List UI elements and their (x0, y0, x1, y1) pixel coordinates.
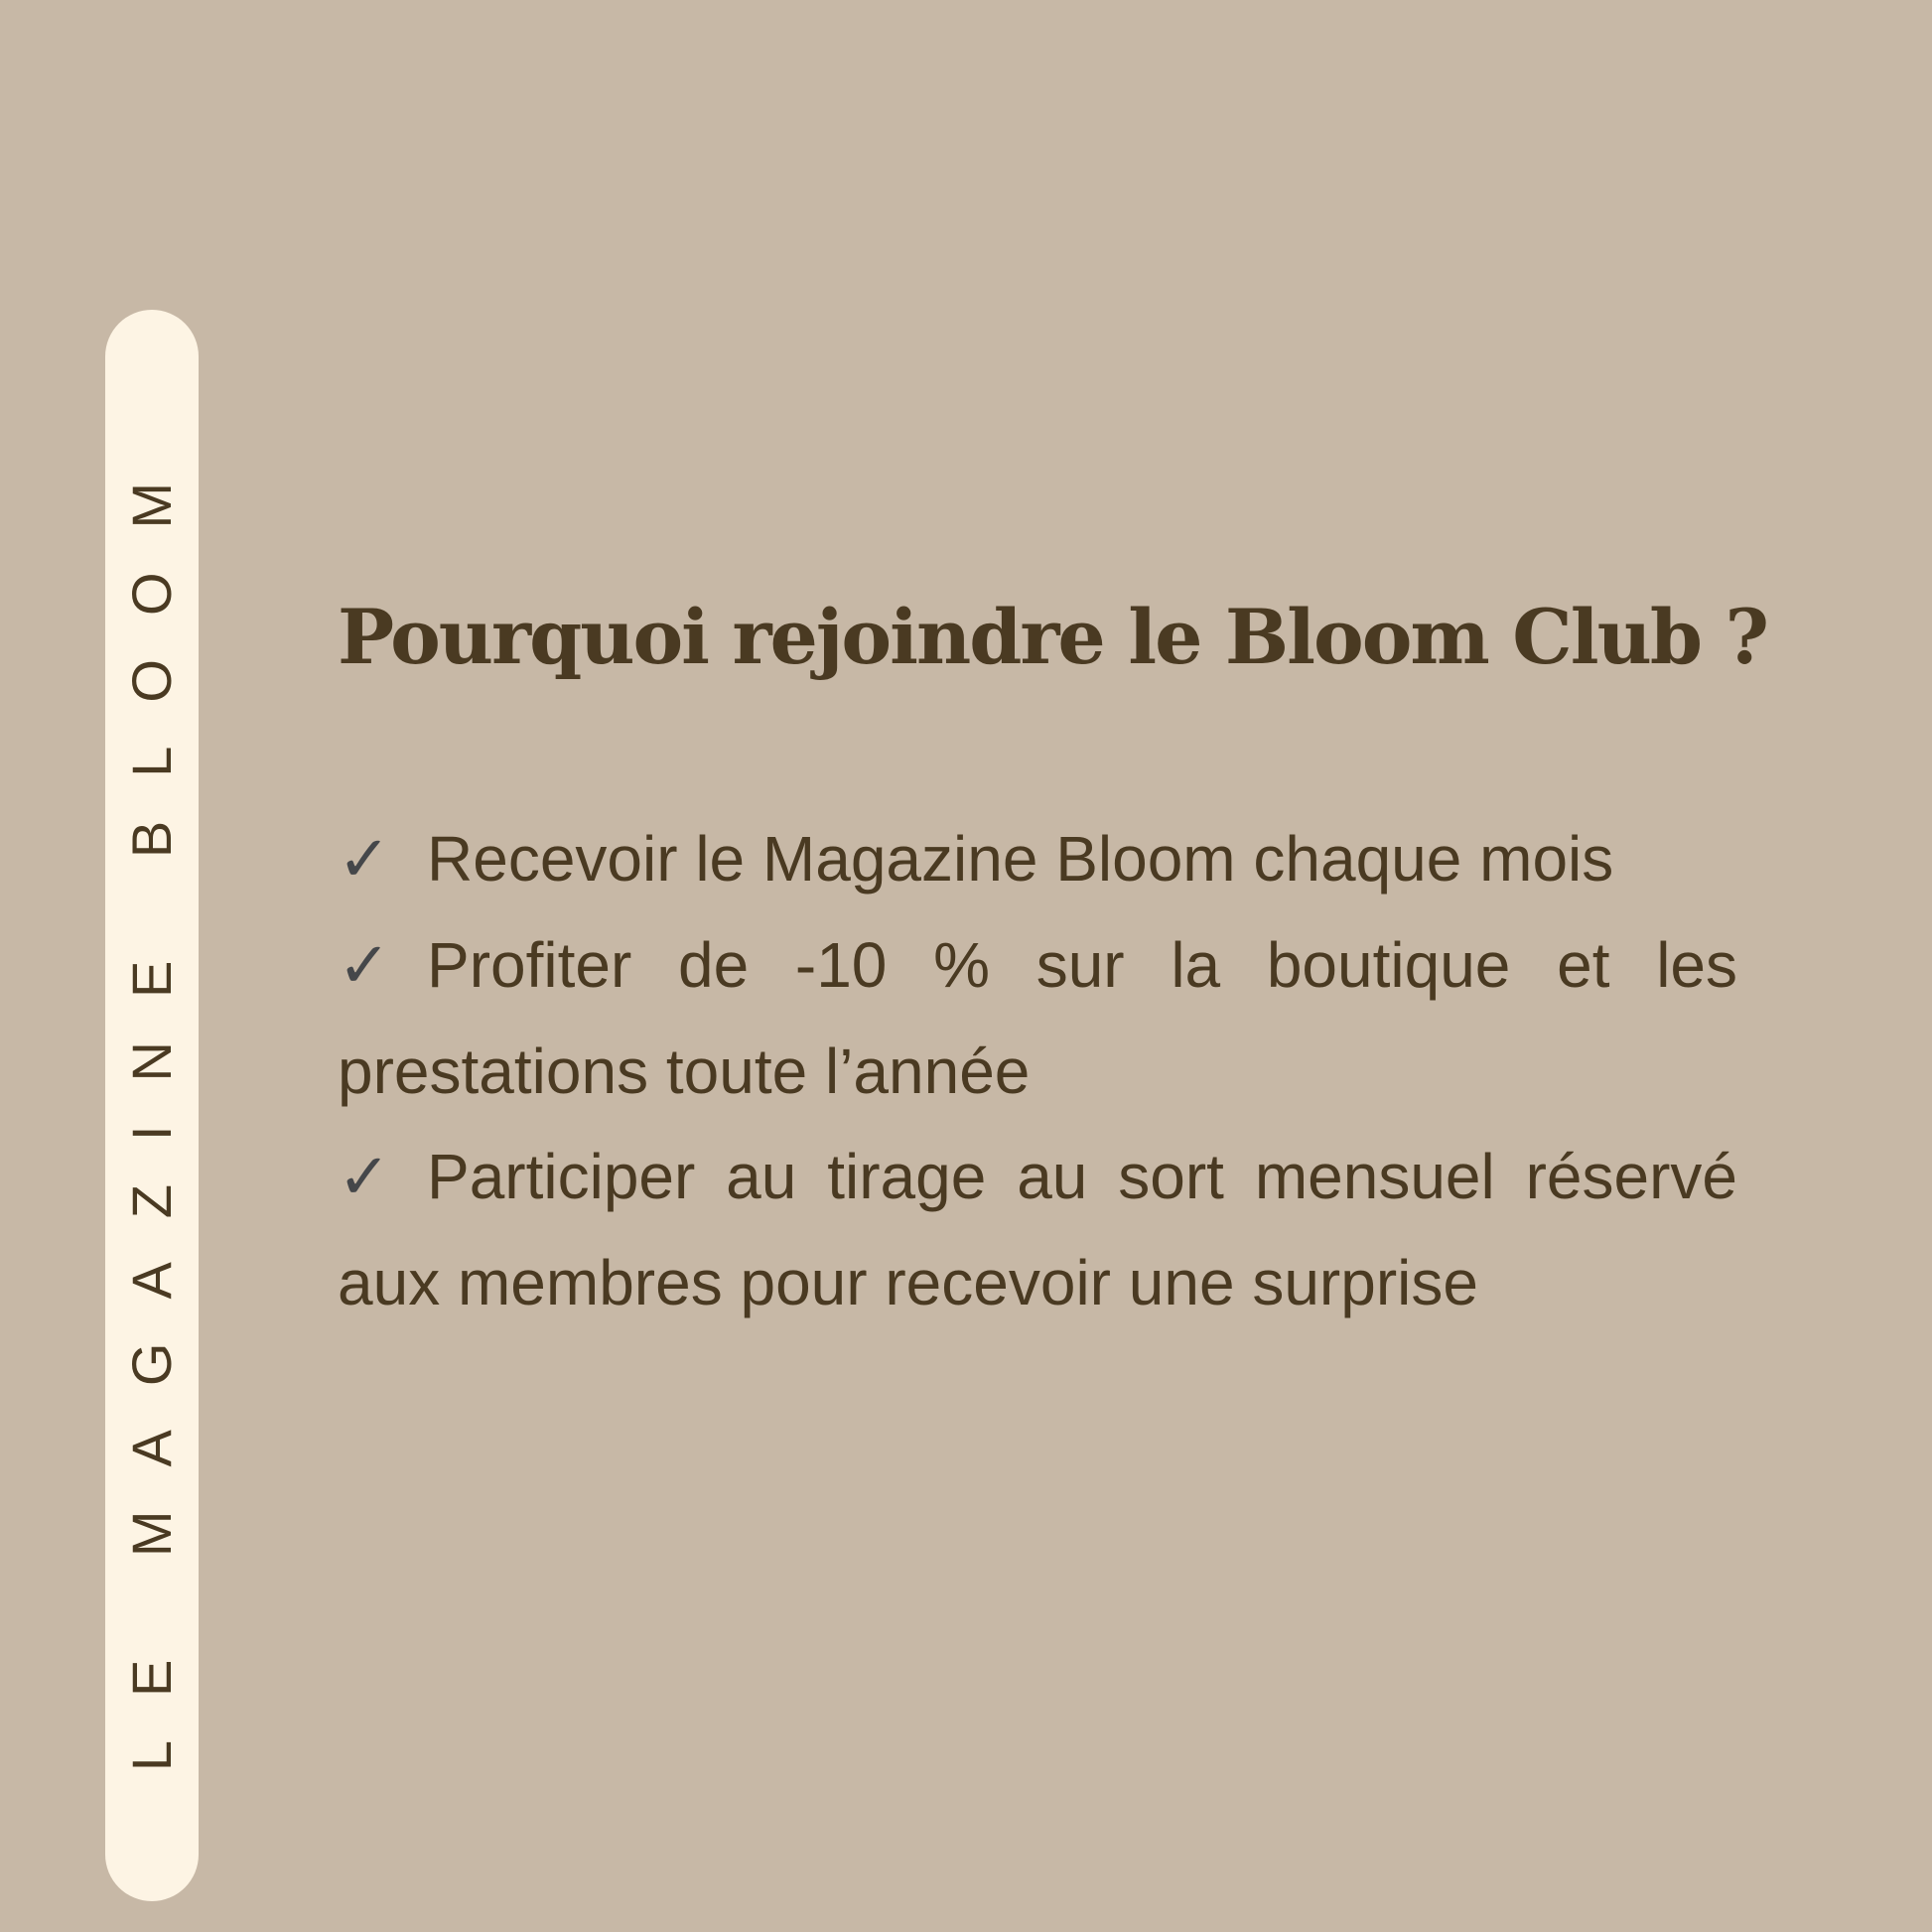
benefit-text: Profiter de -10 % sur la boutique et les prestations toute l’année (338, 929, 1737, 1107)
benefit-item (338, 1124, 1737, 1335)
benefit-item (338, 912, 1737, 1124)
page-title: Pourquoi rejoindre le Bloom Club ? (338, 593, 1768, 681)
benefit-item (338, 806, 1737, 912)
checkmark-icon: ✓ (338, 823, 391, 897)
benefit-text: Recevoir le Magazine Bloom chaque mois (427, 823, 1614, 895)
benefit-text: Participer au tirage au sort mensuel réservé aux membres pour recevoir une surprise (338, 1141, 1737, 1318)
benefits-list (338, 806, 1737, 1335)
checkmark-icon: ✓ (338, 929, 391, 1003)
checkmark-icon: ✓ (338, 1141, 391, 1214)
side-banner-label: LE MAGAZINE BLOOM (120, 438, 183, 1772)
